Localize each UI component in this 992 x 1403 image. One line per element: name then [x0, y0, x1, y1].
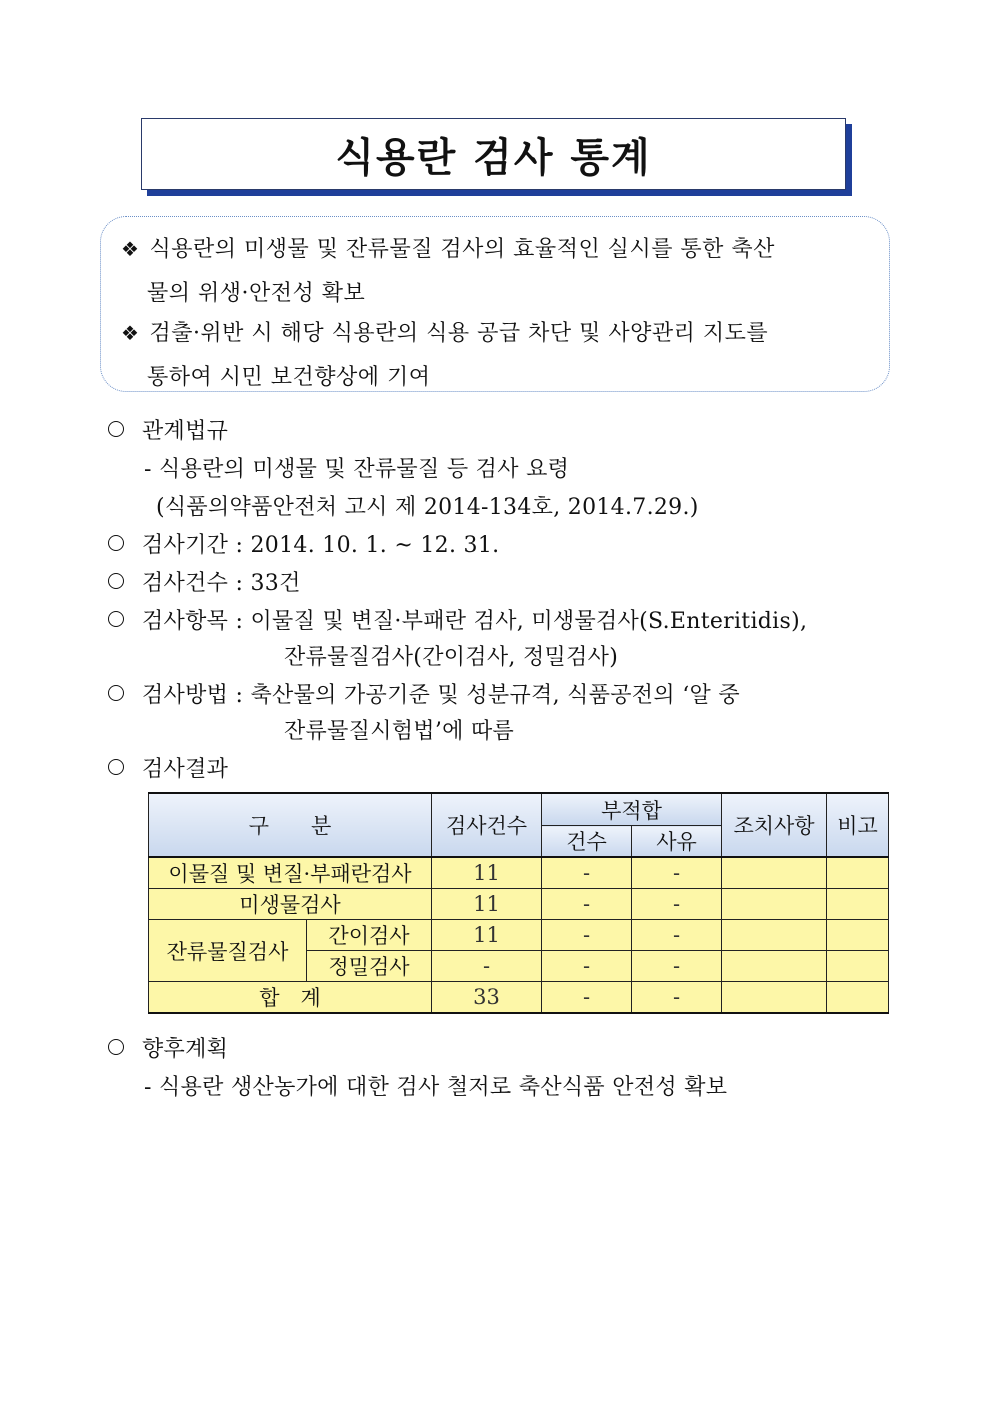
row-count: 11	[432, 889, 542, 920]
section-result	[108, 752, 228, 783]
diamond-bullet-icon: ❖	[121, 321, 140, 345]
section-label: 관계법규	[142, 419, 229, 444]
circle-bullet-icon	[108, 535, 124, 551]
header-nonconform: 부적합	[542, 793, 722, 826]
row-note	[827, 982, 889, 1014]
plan-item: - 식용란 생산농가에 대한 검사 철저로 축산식품 안전성 확보	[144, 1075, 728, 1100]
row-count: -	[432, 951, 542, 982]
row-category: 합 계	[149, 982, 432, 1014]
row-subcategory: 정밀검사	[307, 951, 432, 982]
section-count	[108, 566, 301, 597]
section-text: 검사건수 : 33건	[142, 571, 301, 596]
page-title: 식용란 검사 통계	[335, 134, 652, 181]
row-nc-count: -	[542, 889, 632, 920]
law-item-detail: (식품의약품안전처 고시 제 2014-134호, 2014.7.29.)	[156, 495, 699, 520]
row-nc-reason: -	[632, 982, 722, 1014]
title-box	[141, 118, 846, 190]
row-count: 11	[432, 857, 542, 889]
row-action	[722, 951, 827, 982]
header-nc-count: 건수	[542, 826, 632, 858]
section-items	[108, 604, 807, 635]
summary-line: 물의 위생·안전성 확보	[147, 281, 366, 306]
section-plan	[108, 1032, 228, 1063]
row-nc-count: -	[542, 920, 632, 951]
table-row-total	[149, 982, 889, 1014]
circle-bullet-icon	[108, 573, 124, 589]
row-nc-reason: -	[632, 889, 722, 920]
row-nc-reason: -	[632, 920, 722, 951]
header-category: 구 분	[149, 793, 432, 857]
table-row	[149, 920, 889, 951]
section-text: 검사방법 : 축산물의 가공기준 및 성분규격, 식품공전의 ‘알 중	[142, 683, 740, 708]
row-subcategory: 간이검사	[307, 920, 432, 951]
section-method	[108, 678, 740, 709]
row-note	[827, 920, 889, 951]
header-note: 비고	[827, 793, 889, 857]
row-nc-count: -	[542, 857, 632, 889]
row-action	[722, 857, 827, 889]
row-note	[827, 889, 889, 920]
row-count: 11	[432, 920, 542, 951]
row-category: 이물질 및 변질·부패란검사	[149, 857, 432, 889]
section-label: 향후계획	[142, 1037, 229, 1062]
table-row	[149, 857, 889, 889]
row-category: 미생물검사	[149, 889, 432, 920]
circle-bullet-icon	[108, 685, 124, 701]
row-nc-reason: -	[632, 857, 722, 889]
summary-box	[100, 216, 890, 392]
header-nc-reason: 사유	[632, 826, 722, 858]
row-note	[827, 951, 889, 982]
section-method-continued: 잔류물질시험법’에 따름	[284, 719, 515, 744]
row-action	[722, 920, 827, 951]
row-note	[827, 857, 889, 889]
section-period	[108, 528, 499, 559]
circle-bullet-icon	[108, 1039, 124, 1055]
result-table	[148, 792, 889, 1014]
row-category: 잔류물질검사	[149, 920, 307, 982]
summary-line: 식용란의 미생물 및 잔류물질 검사의 효율적인 실시를 통한 축산	[149, 237, 775, 262]
circle-bullet-icon	[108, 759, 124, 775]
table-row	[149, 889, 889, 920]
summary-item	[121, 311, 873, 400]
section-text: 검사기간 : 2014. 10. 1. ~ 12. 31.	[142, 533, 500, 558]
row-count: 33	[432, 982, 542, 1014]
law-item: - 식용란의 미생물 및 잔류물질 등 검사 요령	[144, 457, 570, 482]
header-action: 조치사항	[722, 793, 827, 857]
summary-line: 검출·위반 시 해당 식용란의 식용 공급 차단 및 사양관리 지도를	[149, 321, 769, 346]
diamond-bullet-icon: ❖	[121, 237, 140, 261]
circle-bullet-icon	[108, 421, 124, 437]
summary-line: 통하여 시민 보건향상에 기여	[147, 365, 431, 390]
section-text: 검사항목 : 이물질 및 변질·부패란 검사, 미생물검사(S.Enteritidis),	[142, 609, 808, 634]
section-law	[108, 414, 228, 445]
section-items-continued: 잔류물질검사(간이검사, 정밀검사)	[284, 645, 619, 670]
summary-item	[121, 227, 873, 316]
row-action	[722, 889, 827, 920]
circle-bullet-icon	[108, 611, 124, 627]
row-action	[722, 982, 827, 1014]
row-nc-reason: -	[632, 951, 722, 982]
row-nc-count: -	[542, 982, 632, 1014]
section-label: 검사결과	[142, 757, 229, 782]
header-count: 검사건수	[432, 793, 542, 857]
row-nc-count: -	[542, 951, 632, 982]
